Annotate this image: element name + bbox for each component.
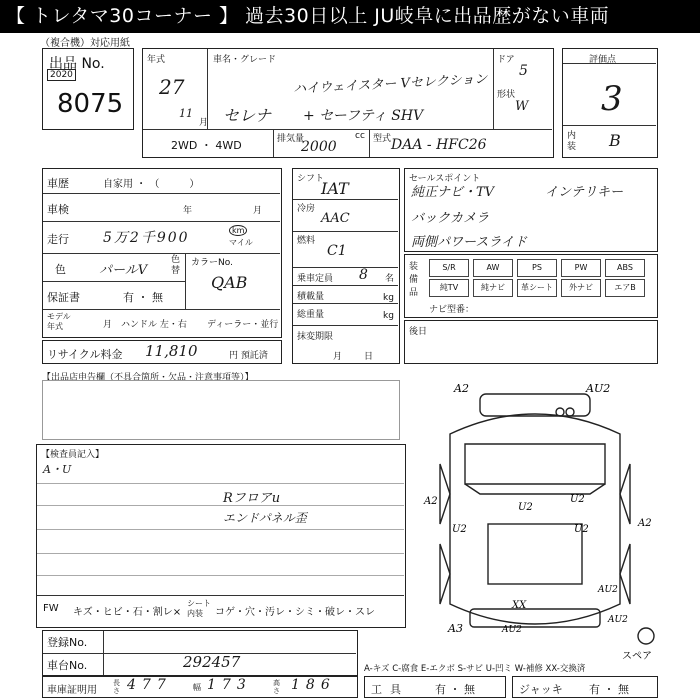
equip-ext-navi: 外ナビ <box>561 279 601 297</box>
cert-box <box>42 676 358 698</box>
store-note-box <box>42 380 400 440</box>
damage-legend: A-キズ C-腐食 E-エクボ S-サビ U-凹ミ W-補修 XX-交換済 <box>364 664 586 674</box>
sales-point-2: インテリキー <box>545 185 624 200</box>
ac-value: AAC <box>321 211 350 226</box>
color-no-label: カラーNo. <box>191 258 233 268</box>
nav-model-label: ナビ型番： <box>429 305 475 315</box>
equipment-label: 装備品 <box>409 262 419 298</box>
month-value: 11 <box>179 107 193 120</box>
dereg-label: 抹変期限 <box>297 332 334 342</box>
height-label: 高さ <box>273 679 280 695</box>
diagram-mark-3: U2 <box>518 502 533 513</box>
door-value: 5 <box>519 63 528 79</box>
chassis-value: 292457 <box>183 653 241 671</box>
equip-aw: AW <box>473 259 513 277</box>
model-change-month: 月 <box>103 320 113 330</box>
diagram-mark-7: U2 <box>574 524 589 535</box>
color-value: パールV <box>99 263 148 278</box>
year-value: 27 <box>159 75 185 99</box>
equipment-box <box>404 254 658 318</box>
sales-box <box>404 168 658 252</box>
diagram-mark-1: A2 <box>454 382 469 395</box>
displacement-value: 2000 <box>301 139 337 155</box>
reg-label: 登録No. <box>47 636 88 649</box>
inspector-note-2: Rフロアu <box>223 491 281 506</box>
shift-label: シフト <box>297 174 325 184</box>
lot-label: 出品 No. <box>49 56 105 72</box>
len-label: 長さ <box>113 679 120 695</box>
dealer-label: ディーラー・並行 <box>207 320 279 330</box>
diagram-mark-11: XX <box>512 600 527 611</box>
tools-value: 有 ・ 無 <box>435 683 475 696</box>
shape-label: 形状 <box>497 90 516 100</box>
load-unit: kg <box>383 293 394 303</box>
history-label: 車歴 <box>47 177 69 190</box>
interior-value: B <box>609 131 621 150</box>
diagram-mark-9: AU2 <box>598 585 618 595</box>
height-value: 186 <box>291 677 336 693</box>
month-unit: 月 <box>199 118 209 128</box>
diagram-mark-8: A2 <box>638 518 652 529</box>
mileage-unit-mile: マイル <box>229 238 253 247</box>
jack-label: ジャッキ <box>519 683 563 696</box>
mileage-value: 5万2千900 <box>103 230 190 246</box>
shape-value: W <box>515 99 529 114</box>
warranty-label: 保証書 <box>47 291 80 304</box>
displacement-label: 排気量 <box>277 134 305 144</box>
post-box <box>404 320 658 364</box>
handle-label: ハンドル 左・右 <box>121 320 187 330</box>
car-name: セレナ <box>223 106 272 125</box>
mileage-label: 走行 <box>47 233 69 246</box>
diagram-mark-6: U2 <box>452 524 467 535</box>
inspector-note-1: A・U <box>43 463 72 476</box>
width-label: 幅 <box>193 683 201 692</box>
displacement-unit: cc <box>355 131 365 141</box>
sales-point-4: 両側パワースライド <box>411 235 527 250</box>
recycle-box <box>42 340 282 364</box>
lot-number: 8075 <box>57 89 124 119</box>
color-no-value: QAB <box>211 273 248 292</box>
jack-value: 有 ・ 無 <box>589 683 629 696</box>
year-label: 年式 <box>147 55 166 65</box>
inspector-box <box>36 444 406 628</box>
color-label: 色 <box>55 263 66 276</box>
mileage-unit-km: km <box>229 225 247 236</box>
door-label: ドア <box>497 55 515 65</box>
reg-box <box>42 630 358 676</box>
chassis-label: 車台No. <box>47 659 88 672</box>
equip-pw: PW <box>561 259 601 277</box>
fuel-label: 燃料 <box>297 236 316 246</box>
score-value: 3 <box>601 79 623 119</box>
capacity-unit: 名 <box>385 274 395 284</box>
inspector-note-3: エンドパネル歪 <box>223 511 307 525</box>
diagram-mark-12: AU2 <box>502 625 522 635</box>
diagram-mark-5: U2 <box>570 494 585 505</box>
header-box <box>142 48 554 158</box>
inspector-label: 【検査員記入】 <box>41 450 105 460</box>
model-change-label: モデル年式 <box>47 312 71 331</box>
diagram-mark-4: A2 <box>424 496 438 507</box>
fw-value: キズ・ヒビ・石・割レ× <box>73 607 182 618</box>
jack-box <box>512 676 658 698</box>
post-repair-label: 後日 <box>409 327 428 337</box>
sales-label: セールスポイント <box>409 174 481 184</box>
width-value: 173 <box>207 677 252 693</box>
tools-box <box>364 676 506 698</box>
grade-line2: + セーフティ SHV <box>303 108 424 124</box>
diagram-mark-2: AU2 <box>586 382 611 395</box>
warranty-value: 有 ・ 無 <box>123 291 163 304</box>
sales-point-1: 純正ナビ・TV <box>411 185 495 200</box>
recycle-unit: 円 預託済 <box>229 351 268 361</box>
equip-sr: S/R <box>429 259 469 277</box>
load-label: 積載量 <box>297 292 325 302</box>
spare-label: スペア <box>622 651 652 662</box>
gross-label: 総重量 <box>297 310 325 320</box>
recycle-value: 11,810 <box>145 342 198 360</box>
shift-value: IAT <box>321 179 349 198</box>
score-box <box>562 48 658 158</box>
gross-unit: kg <box>383 311 394 321</box>
drive-type: 2WD ・ 4WD <box>171 139 242 152</box>
seat-value: コゲ・穴・汚レ・シミ・破レ・スレ <box>215 607 375 618</box>
grade-line1: ハイウェイスター Vセレクション <box>292 71 488 98</box>
inspection-year: 年 <box>183 206 193 216</box>
history-value: 自家用 ・ （ ） <box>103 179 200 190</box>
inspection-label: 車検 <box>47 203 69 216</box>
lot-year-tag: 2020 <box>47 69 76 81</box>
seat-label: シート内装 <box>187 599 211 618</box>
car-damage-diagram <box>410 374 660 664</box>
equip-navi: 純ナビ <box>473 279 513 297</box>
grade-label: 車名・グレード <box>213 55 277 65</box>
color-change-label: 色替 <box>171 255 181 276</box>
lot-box <box>42 48 134 130</box>
model-label: 型式 <box>373 134 392 144</box>
fuel-value: C1 <box>327 243 347 259</box>
inspection-month: 月 <box>253 206 263 216</box>
equip-airbag: エアB <box>605 279 645 297</box>
specs-box <box>292 168 400 364</box>
fw-label: FW <box>43 603 59 614</box>
model-value: DAA - HFC26 <box>391 137 487 153</box>
len-value: 477 <box>127 677 172 693</box>
score-label: 評価点 <box>589 55 617 65</box>
subtitle: （複合機）対応用紙 <box>40 38 130 49</box>
equip-ps: PS <box>517 259 557 277</box>
tools-label: 工具 <box>371 683 409 696</box>
banner: 【 トレタマ30コーナー 】 過去30日以上 JU岐阜に出品歴がない車両 <box>0 0 700 33</box>
dereg-unit: 月日 <box>333 352 396 362</box>
interior-label: 内装 <box>567 131 577 152</box>
diagram-mark-13: AU2 <box>608 615 628 625</box>
equip-leather: 革シート <box>517 279 557 297</box>
capacity-label: 乗車定員 <box>297 274 334 284</box>
equip-abs: ABS <box>605 259 645 277</box>
store-note-label: 【出品店申告欄（不具合箇所・欠品・注意事項等）】 <box>42 373 254 383</box>
sales-point-3: バックカメラ <box>411 211 490 226</box>
equip-tv: 純TV <box>429 279 469 297</box>
details-box <box>42 168 282 338</box>
ac-label: 冷房 <box>297 204 316 214</box>
diagram-mark-10: A3 <box>448 622 463 635</box>
cert-label: 車庫証明用 <box>47 685 97 696</box>
recycle-label: リサイクル料金 <box>47 348 123 361</box>
capacity-value: 8 <box>359 267 368 283</box>
